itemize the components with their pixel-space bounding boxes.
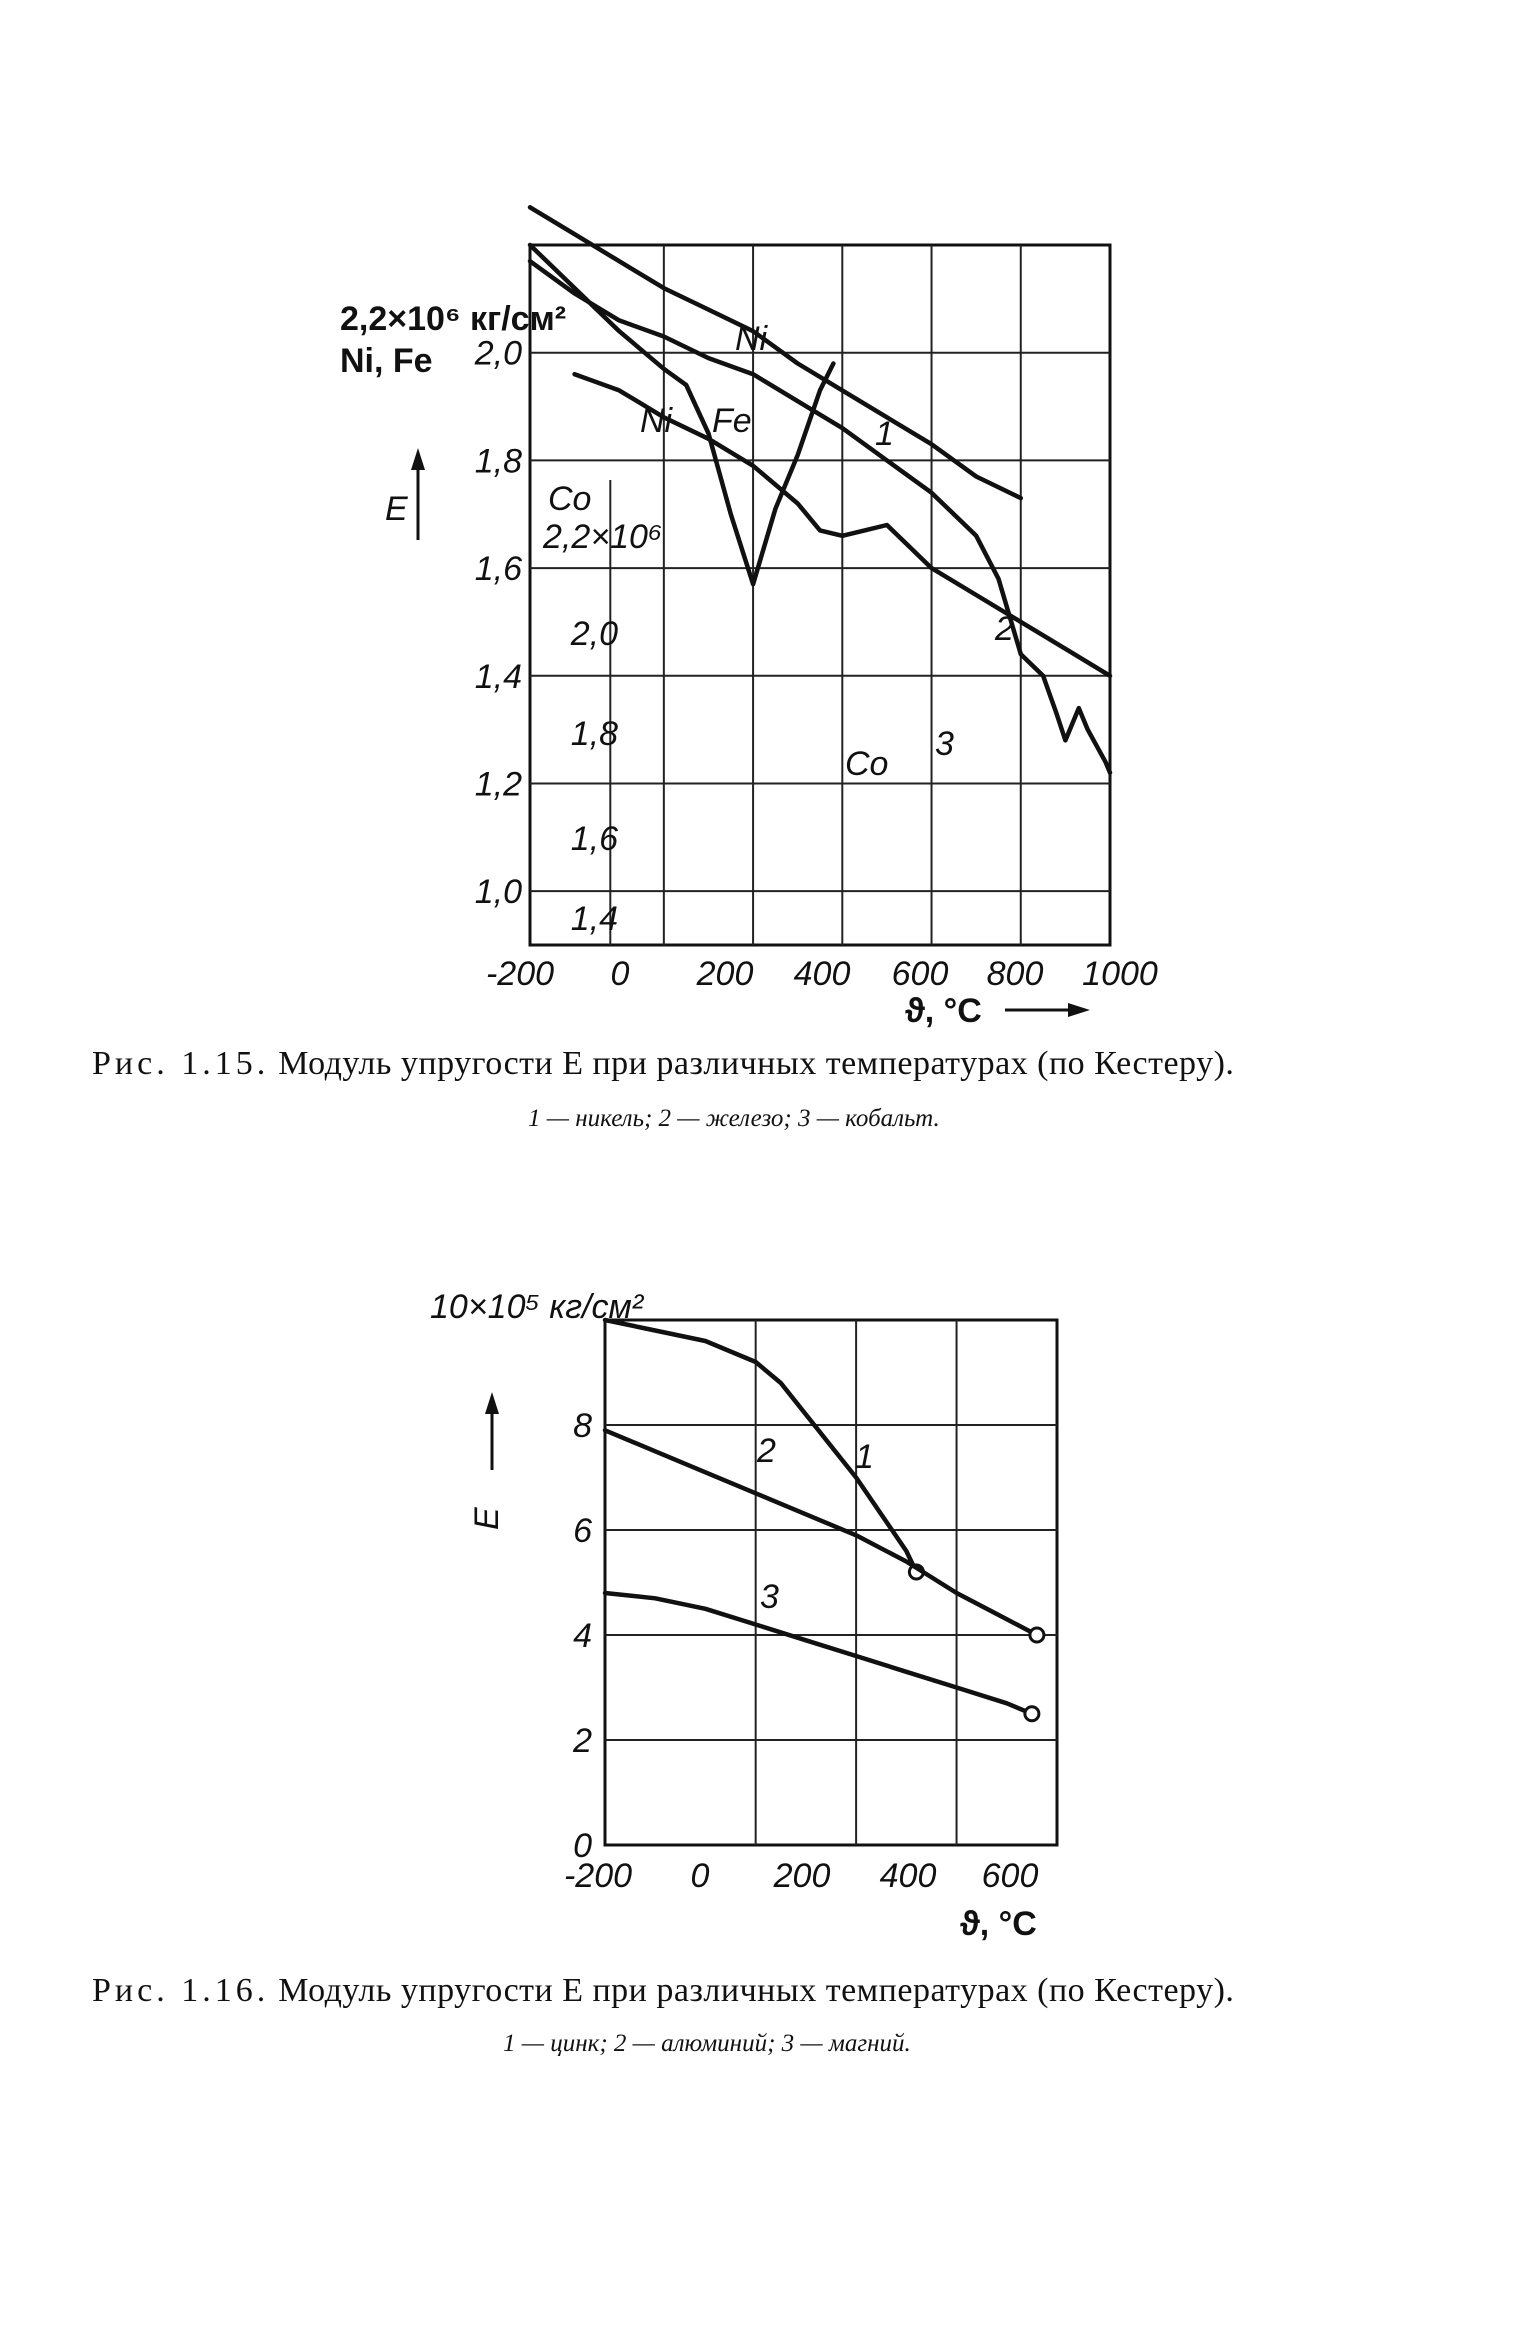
figure-2-x-ticks <box>564 1857 1038 1895</box>
figure-2-curves <box>605 1320 1044 1721</box>
figure-2-x-tick-label: 400 <box>879 1857 937 1895</box>
figure-2-y-tick-label: 2 <box>573 1722 592 1760</box>
figure-2-x-axis-label: ϑ, °C <box>960 1905 1037 1943</box>
curve-iron <box>530 261 1110 773</box>
figure-2-y-tick-label: 4 <box>573 1617 592 1655</box>
figure-2-x-tick-label: 200 <box>773 1857 831 1895</box>
figure-1-x-tick-label: 200 <box>696 955 754 993</box>
figure-1-y-tick-label: 1,8 <box>474 442 522 481</box>
figure-2-y-axis-label: E <box>468 1507 506 1530</box>
figure-2-x-tick-label: 0 <box>690 1857 710 1895</box>
ni-top-annotation: Ni <box>735 320 768 358</box>
figure-2-scale-label: 10×10⁵ кг/см² <box>430 1288 644 1326</box>
fig2-curve-1-number: 1 <box>855 1438 874 1476</box>
figure-1-x-tick-label: 1000 <box>1082 955 1158 993</box>
figure-1-y-axis-label: E <box>385 490 408 528</box>
ni-fe-scale-label: 2,2×10⁶ кг/см² <box>340 300 567 338</box>
figure-2-caption-prefix: Рис. 1.16. <box>92 1972 270 2009</box>
figure-1-y-tick-label: 2,0 <box>474 334 522 373</box>
figure-2-y-tick-label: 8 <box>573 1407 592 1445</box>
curve-magnesium-endpoint <box>1025 1707 1039 1721</box>
figure-2-x-tick-label: -200 <box>563 1857 633 1895</box>
figure-1-co-y-tick-label: 2,0 <box>570 615 618 653</box>
figure-1-caption-text: Модуль упругости E при различных температурах (по Кестеру). <box>278 1045 1235 1082</box>
figure-1-caption-prefix: Рис. 1.15. <box>92 1045 270 1082</box>
figure-1-curves <box>530 207 1110 772</box>
curve-1-number: 1 <box>875 415 894 453</box>
figure-1-co-y-tick-label: 1,4 <box>570 900 618 938</box>
figure-1-x-tick-label: 600 <box>891 955 949 993</box>
figure-1-16 <box>430 1288 1057 1943</box>
figure-1-y-tick-label: 1,2 <box>474 765 522 804</box>
figure-1-x-axis-label: ϑ, °C <box>905 992 982 1030</box>
figure-1-y-arrowhead <box>411 448 425 470</box>
figure-2-y-ticks <box>572 1407 592 1865</box>
figure-2-legend: 1 — цинк; 2 — алюминий; 3 — магний. <box>503 2030 911 2057</box>
figure-1-caption <box>92 1045 1234 1083</box>
figure-1-y-tick-label: 1,0 <box>474 873 522 912</box>
figure-2-grid <box>605 1320 1057 1845</box>
curve-aluminium-endpoint <box>1030 1628 1044 1642</box>
figure-2-x-tick-label: 600 <box>981 1857 1039 1895</box>
figure-1-legend: 1 — никель; 2 — железо; 3 — кобальт. <box>528 1105 940 1132</box>
figure-1-y-ticks-ni-fe <box>474 335 522 911</box>
figure-2-frame <box>605 1320 1057 1845</box>
figure-1-15 <box>340 207 1158 1030</box>
figure-2-caption-text: Модуль упругости E при различных температурах (по Кестеру). <box>278 1972 1235 2009</box>
figure-2-caption <box>92 1972 1234 2010</box>
figure-1-co-y-tick-label: 1,8 <box>570 715 618 753</box>
figure-2-y-tick-label: 0 <box>573 1827 592 1865</box>
figure-1-y-tick-label: 1,4 <box>474 657 522 696</box>
co-annotation: Co <box>845 745 889 783</box>
figure-2-y-arrowhead <box>485 1392 499 1414</box>
fe-annotation: Fe <box>712 402 752 440</box>
curve-2-number: 2 <box>995 610 1014 648</box>
figure-1-x-tick-label: 400 <box>793 955 851 993</box>
figure-2-y-tick-label: 6 <box>573 1512 592 1550</box>
co-scale-label: 2,2×10⁶ <box>543 518 663 556</box>
figure-1-x-tick-label: -200 <box>485 955 555 993</box>
curve-magnesium <box>605 1593 1032 1714</box>
figure-1-x-arrowhead <box>1068 1003 1090 1017</box>
curve-aluminium <box>605 1430 1037 1635</box>
figure-1-co-y-tick-label: 1,6 <box>570 820 618 858</box>
fig2-curve-3-number: 3 <box>760 1578 779 1616</box>
co-label: Co <box>548 480 592 518</box>
figure-1-x-ticks <box>486 955 1158 993</box>
figure-1-x-tick-label: 0 <box>610 955 630 993</box>
ni-fe-label: Ni, Fe <box>340 342 433 380</box>
ni-mid-annotation: Ni <box>640 402 673 440</box>
fig2-curve-2-number: 2 <box>757 1432 776 1470</box>
curve-3-number: 3 <box>935 725 954 763</box>
figure-1-x-tick-label: 800 <box>986 955 1044 993</box>
figure-1-y-tick-label: 1,6 <box>474 550 522 589</box>
